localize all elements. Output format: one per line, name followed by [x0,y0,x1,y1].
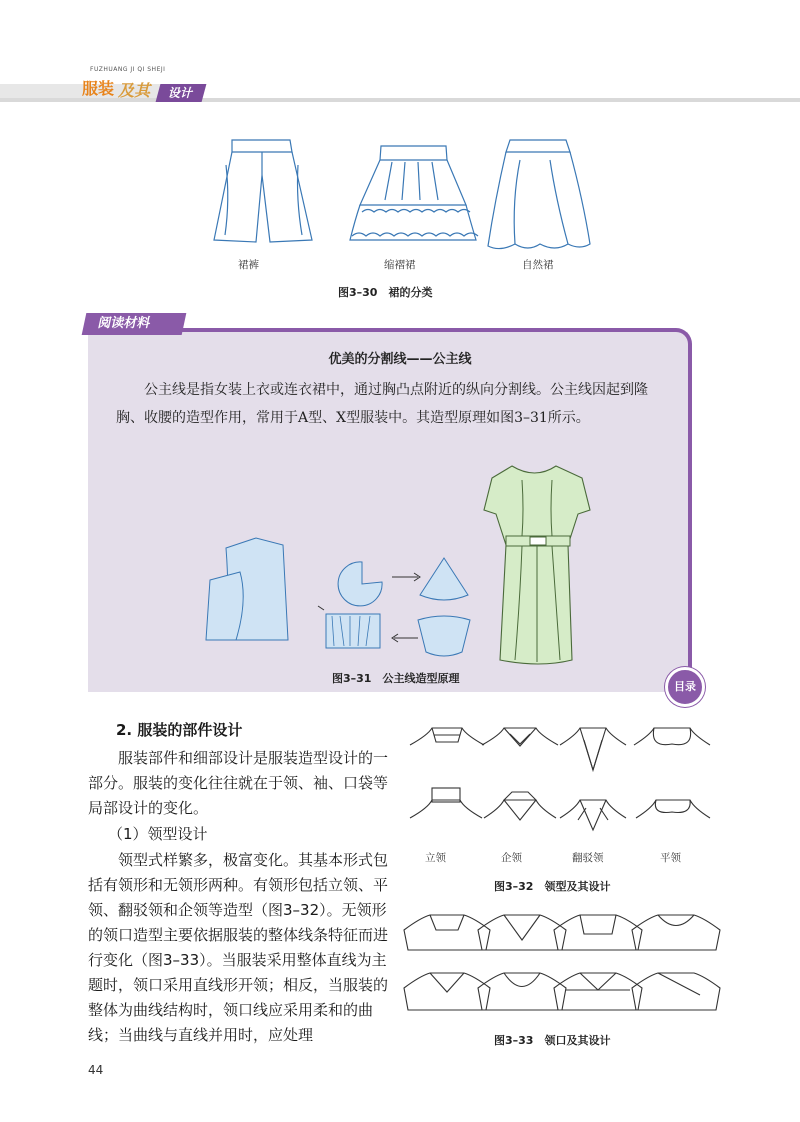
header-tag-label: 设计 [167,86,195,100]
toc-badge-label: 目录 [674,680,696,693]
collar-label-stand: 立领 [425,852,446,864]
skirt-label-flared: 自然裙 [522,259,554,271]
collar-label-shirt: 企领 [501,852,522,864]
header-pinyin: FUZHUANG JI QI SHEJI [90,66,166,73]
figure-3-32-caption: 图3–32 领型及其设计 [494,880,611,893]
section-heading: 2. 服装的部件设计 [116,721,243,739]
paragraph-2: 领型式样繁多，极富变化。其基本形式包括有领形和无领形两种。有领形包括立领、平领、翻驳领和企领等造型（图3–32）。无领形的领口造型主要依据服装的整体线条特征而进行变化（图3–33）。当服装采用整体直线为主题时，领口采用直线形开领；相反，当服装的整体为曲线结构时，领口线应采用柔和的曲线；当曲线与直线并用时，应处理 [88,851,389,1044]
collar-label-flat: 平领 [660,852,681,864]
header-logo-part2: 及其 [118,81,151,100]
collar-label-lapel: 翻驳领 [572,852,604,864]
reading-title: 优美的分割线——公主线 [328,352,472,367]
figure-3-31-caption: 图3–31 公主线造型原理 [332,672,460,685]
subheading-collar: （1）领型设计 [108,825,208,843]
skirt-label-gathered: 缩褶裙 [384,259,416,271]
figure-3-30-caption: 图3–30 裙的分类 [338,286,433,299]
figure-3-33-caption: 图3–33 领口及其设计 [494,1034,611,1047]
header-logo-part1: 服装 [82,79,115,98]
reading-tab-label: 阅读材料 [96,316,152,331]
paragraph-1: 服装部件和细部设计是服装造型设计的一部分。服装的变化往往就在于领、袖、口袋等局部设计的变化。 [88,749,389,817]
reading-body: 公主线是指女装上衣或连衣裙中，通过胸凸点附近的纵向分割线。公主线因起到隆胸、收腰的造型作用，常用于A型、X型服装中。其造型原理如图3–31所示。 [116,382,648,426]
page-number: 44 [88,1063,104,1077]
skirt-label-culottes: 裙裤 [238,259,259,271]
